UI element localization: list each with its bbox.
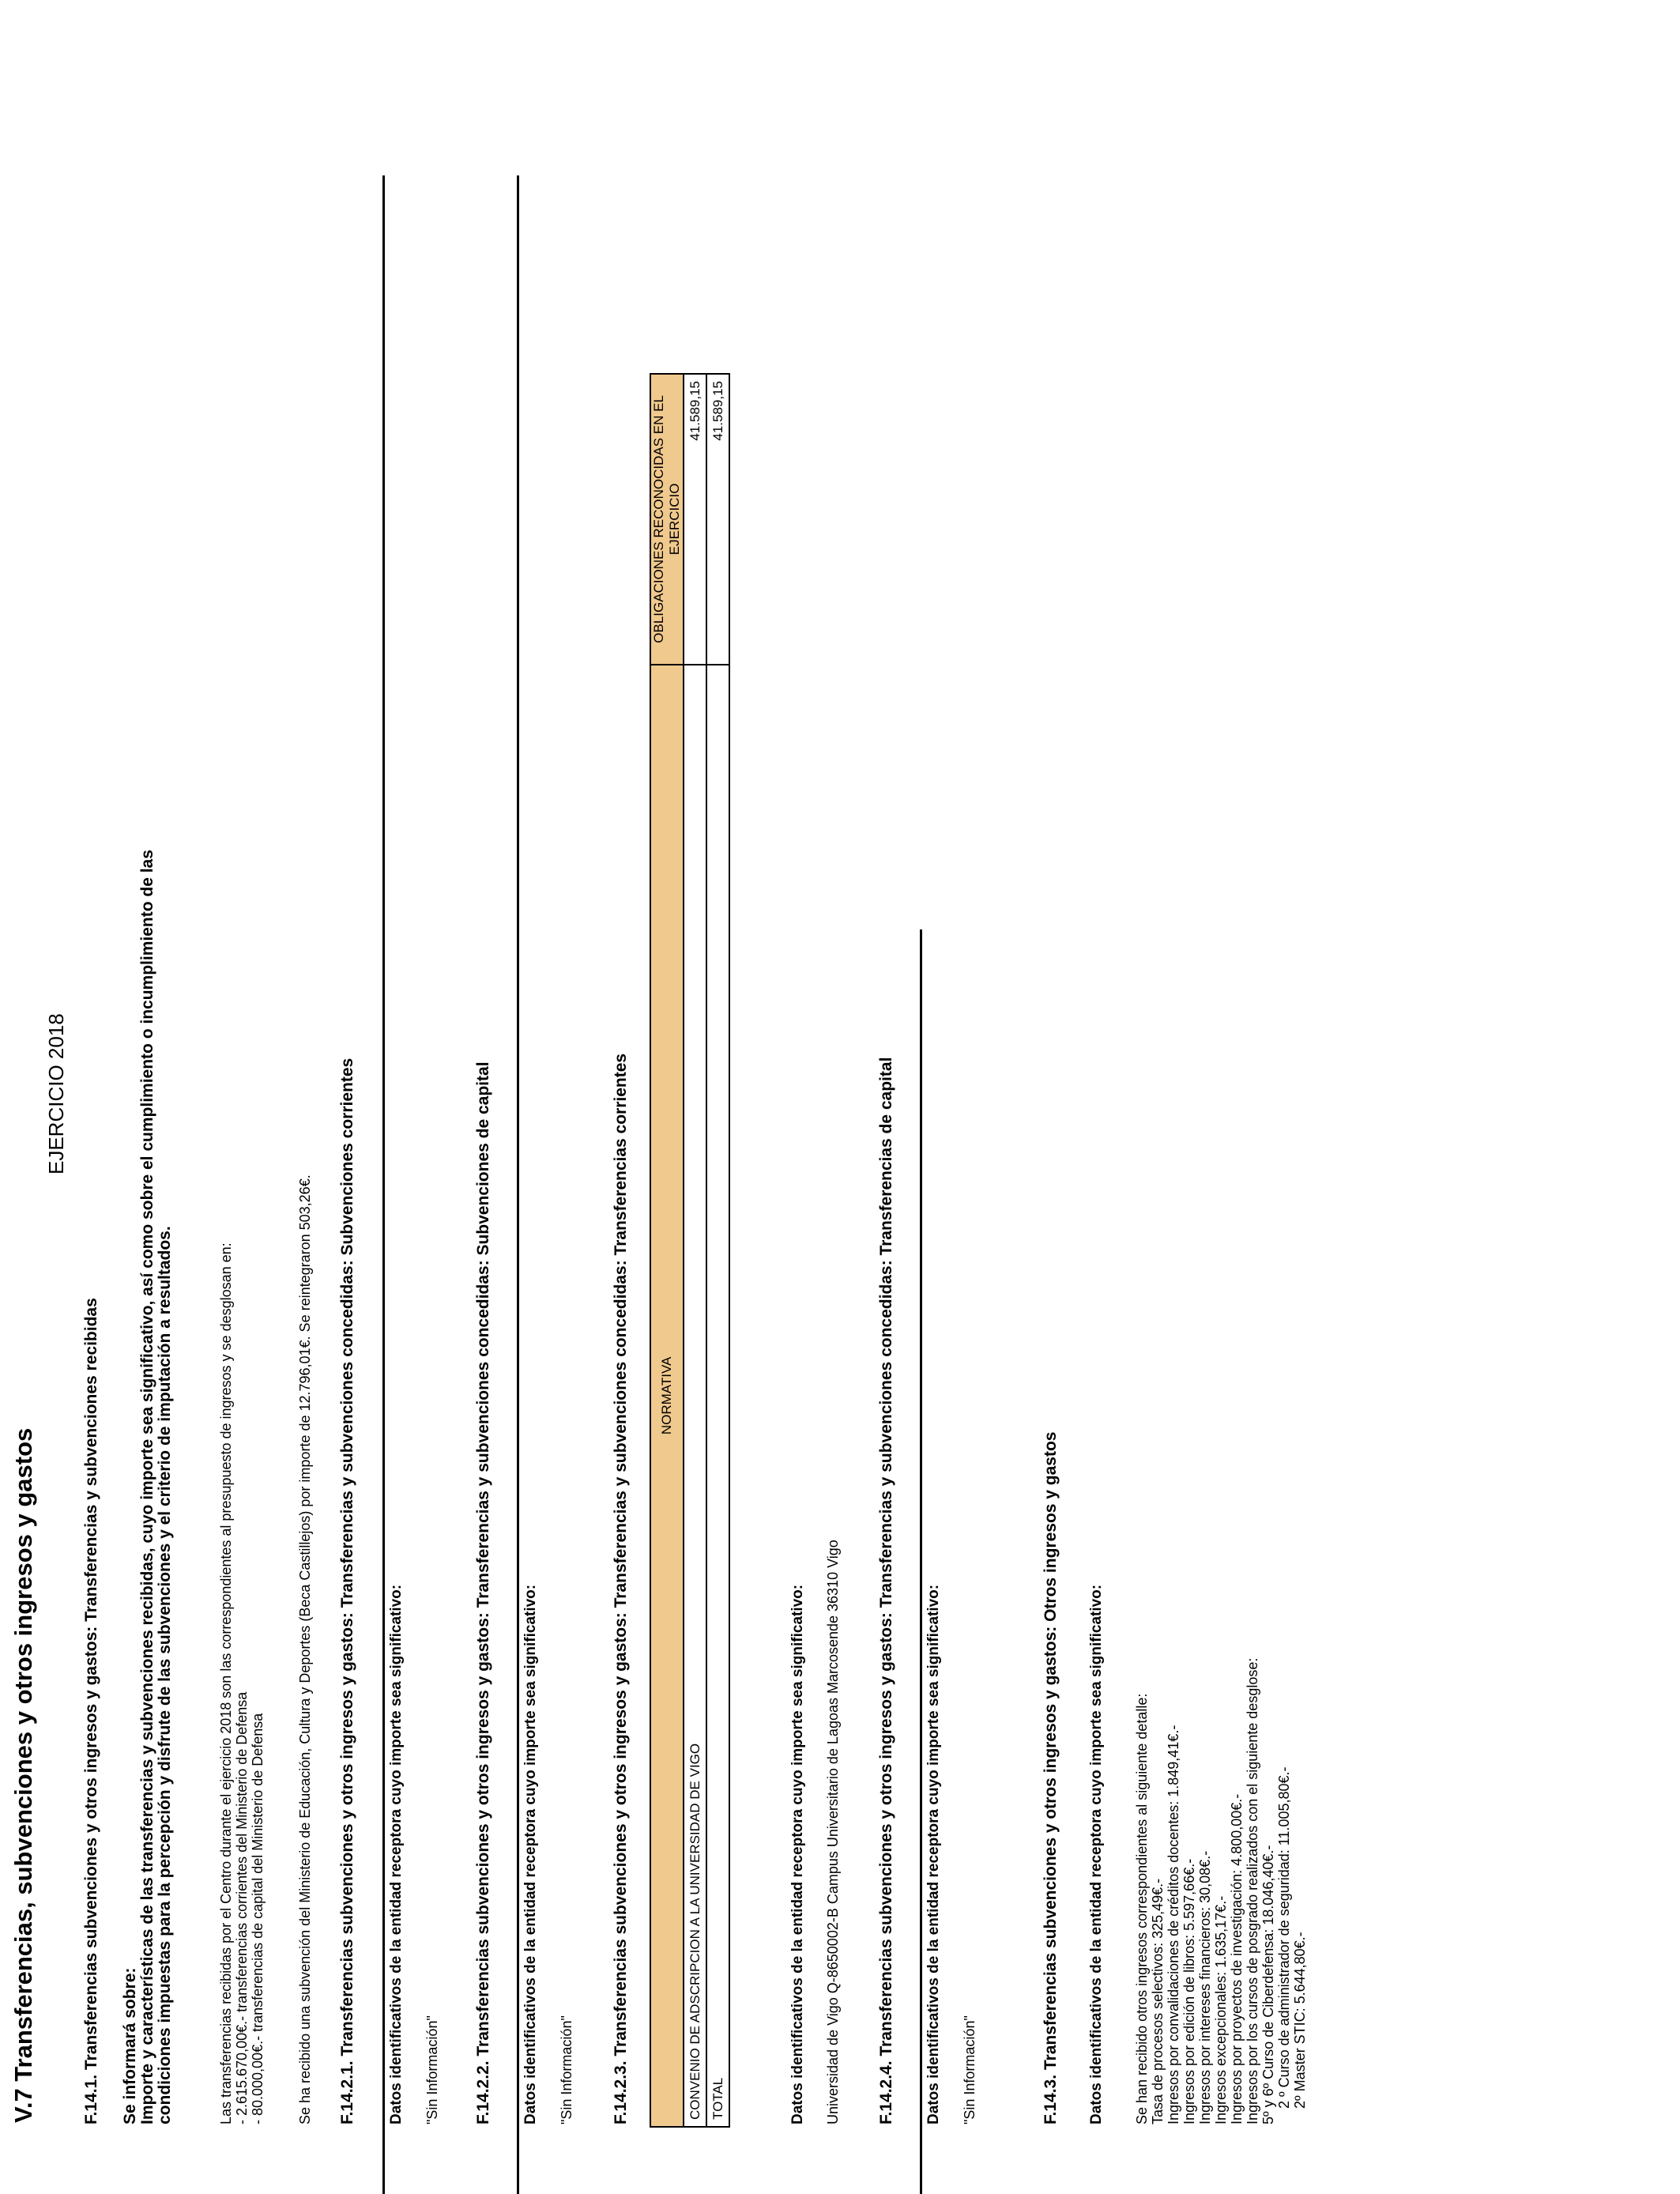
table-row-total [706,374,729,2127]
receptor-label-f1424: Datos identificativos de la entidad receptora cuyo importe sea significativo: [925,1584,942,2124]
other-income-line: Se han recibido otros ingresos correspondientes al siguiente detalle: [1134,1693,1150,2124]
section-divider [517,175,519,2194]
other-income-line: Ingresos por convalidaciones de créditos docentes: 1.849,41€.- [1166,1725,1181,2124]
table-row [684,374,706,2127]
receptor-value-f1421: "Sin Información" [424,2015,440,2124]
table-header-normativa: NORMATIVA [650,665,684,2127]
other-income-line: Ingresos por edición de libros: 5.597,66€.- [1181,1858,1197,2124]
table-cell-normativa: CONVENIO DE ADSCRIPCION A LA UNIVERSIDAD DE VIGO [684,665,706,2127]
section-heading-f1424: F.14.2.4. Transferencias subvenciones y otros ingresos y gastos: Transferencias y subvenciones concedidas: Transferencias de capital [877,1057,895,2124]
other-income-line: Ingresos por proyectos de investigación: 4.800,00€.- [1229,1793,1245,2124]
section-heading-f1421: F.14.2.1. Transferencias subvenciones y otros ingresos y gastos: Transferencias y subvenciones concedidas: Subvenciones corrientes [338,1057,356,2124]
receptor-value-f1424: "Sin Información" [962,2015,977,2124]
other-income-line: Tasa de procesos selectivos: 325,49€.- [1150,1878,1166,2124]
transfers-table [650,373,730,2128]
page-subtitle: EJERCICIO 2018 [44,1013,68,1174]
subsidy-paragraph: Se ha recibido una subvención del Ministerio de Educación, Cultura y Deportes (Beca Castillejos) por importe de 12.796,01€. Se reintegraron 503,26€. [297,1174,313,2124]
page-title: V.7 Transferencias, subvenciones y otros ingresos y gastos [9,1427,37,2123]
table-cell-total-importe: 41.589,15 [706,374,729,665]
other-income-line: Ingresos excepcionales: 1.635,17€.- [1213,1895,1229,2124]
section-heading-f143: F.14.3. Transferencias subvenciones y otros ingresos y gastos: Otros ingresos y gastos [1042,1431,1060,2124]
intro-lead: Se informará sobre: [121,1967,139,2124]
table-header-row [650,374,684,2127]
transfer-paragraph: Las transferencias recibidas por el Centro durante el ejercicio 2018 son las correspondientes al presupuesto de ingresos y se desglosan en: [218,1242,234,2124]
table-header-obligaciones: OBLIGACIONES RECONOCIDAS EN EL EJERCICIO [650,374,684,665]
table-cell-total-label: TOTAL [706,665,729,2127]
receptor-label-f1423: Datos identificativos de la entidad receptora cuyo importe sea significativo: [789,1584,806,2124]
section-heading-f1423: F.14.2.3. Transferencias subvenciones y otros ingresos y gastos: Transferencias y subvenciones concedidas: Transferencias corrientes [612,1053,630,2124]
intro-line-2: condiciones impuestas para la percepción y disfrute de las subvenciones y el criterio de imputación a resultados. [156,1226,174,2124]
table-cell-importe: 41.589,15 [684,374,706,665]
other-income-line: Ingresos por los cursos de posgrado realizados con el siguiente desglose: [1245,1657,1260,2124]
section-heading-f1422: F.14.2.2. Transferencias subvenciones y otros ingresos y gastos: Transferencias y subvenciones concedidas: Subvenciones de capital [474,1061,492,2124]
intro-line-1: Importe y características de las transferencias y subvenciones recibidas, cuyo importe sea significativo, así como sobre el cumplimiento o incumplimiento de las [138,850,156,2124]
section-divider [382,175,385,2194]
transfer-bullet-1: - 2.615.670,00€.- transferencias corrientes del Ministerio de Defensa [234,1691,250,2124]
receptor-label-f1422: Datos identificativos de la entidad receptora cuyo importe sea significativo: [522,1584,539,2124]
section-divider [920,929,922,2194]
section-heading-f141: F.14.1. Transferencias subvenciones y otros ingresos y gastos: Transferencias y subvenciones recibidas [82,1298,100,2124]
other-income-line: 5º y 6º Curso de Ciberdefensa: 18.046,40€.- [1260,1845,1276,2124]
receptor-label-f143: Datos identificativos de la entidad receptora cuyo importe sea significativo: [1088,1584,1105,2124]
receptor-label-f1421: Datos identificativos de la entidad receptora cuyo importe sea significativo: [388,1584,405,2124]
other-income-line: Ingresos por intereses financieros: 30,08€.- [1197,1850,1213,2124]
other-income-line: 2º Master STIC: 5.644,80€.- [1292,1932,1308,2124]
transfer-bullet-2: - 80.000,00€.- transferencias de capital del Ministerio de Defensa [250,1713,266,2124]
other-income-line: 2 º Curso de administrador de seguridad: 11.005,80€.- [1276,1766,1292,2124]
receptor-value-f1423: Universidad de Vigo Q-8650002-B Campus Universitario de Lagoas Marcosende 36310 Vigo [825,1540,841,2124]
receptor-value-f1422: "Sin Información" [559,2015,574,2124]
